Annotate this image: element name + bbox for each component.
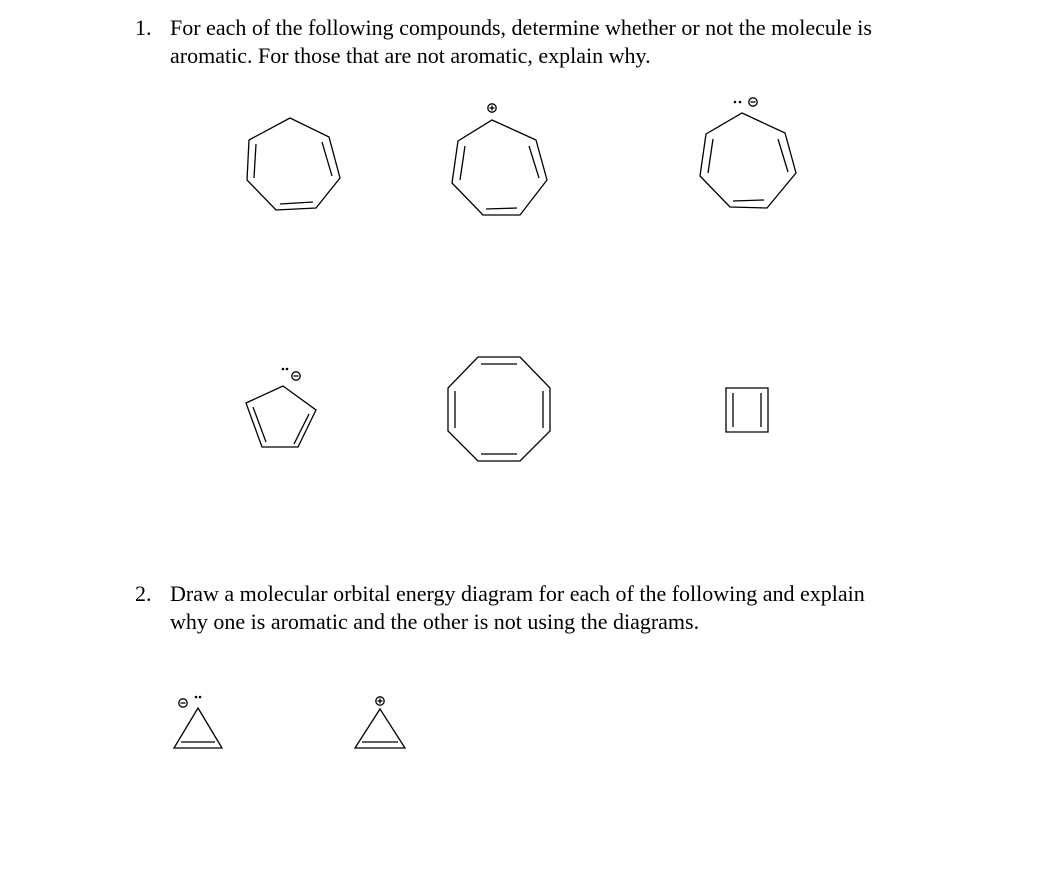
question-1-number: 1. [135,15,152,40]
question-1-line-2: aromatic. For those that are not aromatic, explain why. [170,43,651,68]
question-2-line-1: Draw a molecular orbital energy diagram for each of the following and explain [170,581,865,606]
question-1-line-1: For each of the following compounds, determine whether or not the molecule is [170,15,872,40]
structure-cyclooctatetraene [440,350,560,470]
structure-cyclopentadienyl-anion [238,360,323,455]
structure-cyclopropenyl-cation [352,690,412,755]
structure-tropylium-cation [440,95,560,225]
lone-pair-icon [734,101,737,104]
structure-cycloheptatriene [235,110,355,220]
lone-pair-icon [195,696,198,699]
question-2-line-2: why one is aromatic and the other is not using the diagrams. [170,609,700,634]
structure-cycloheptatrienyl-anion [690,90,810,220]
question-1-text [170,14,960,70]
question-2-text [170,580,960,636]
structure-cyclobutadiene [720,382,775,437]
lone-pair-icon [282,368,285,371]
structure-cyclopropenyl-anion [170,690,230,755]
question-2-number: 2. [135,581,152,606]
